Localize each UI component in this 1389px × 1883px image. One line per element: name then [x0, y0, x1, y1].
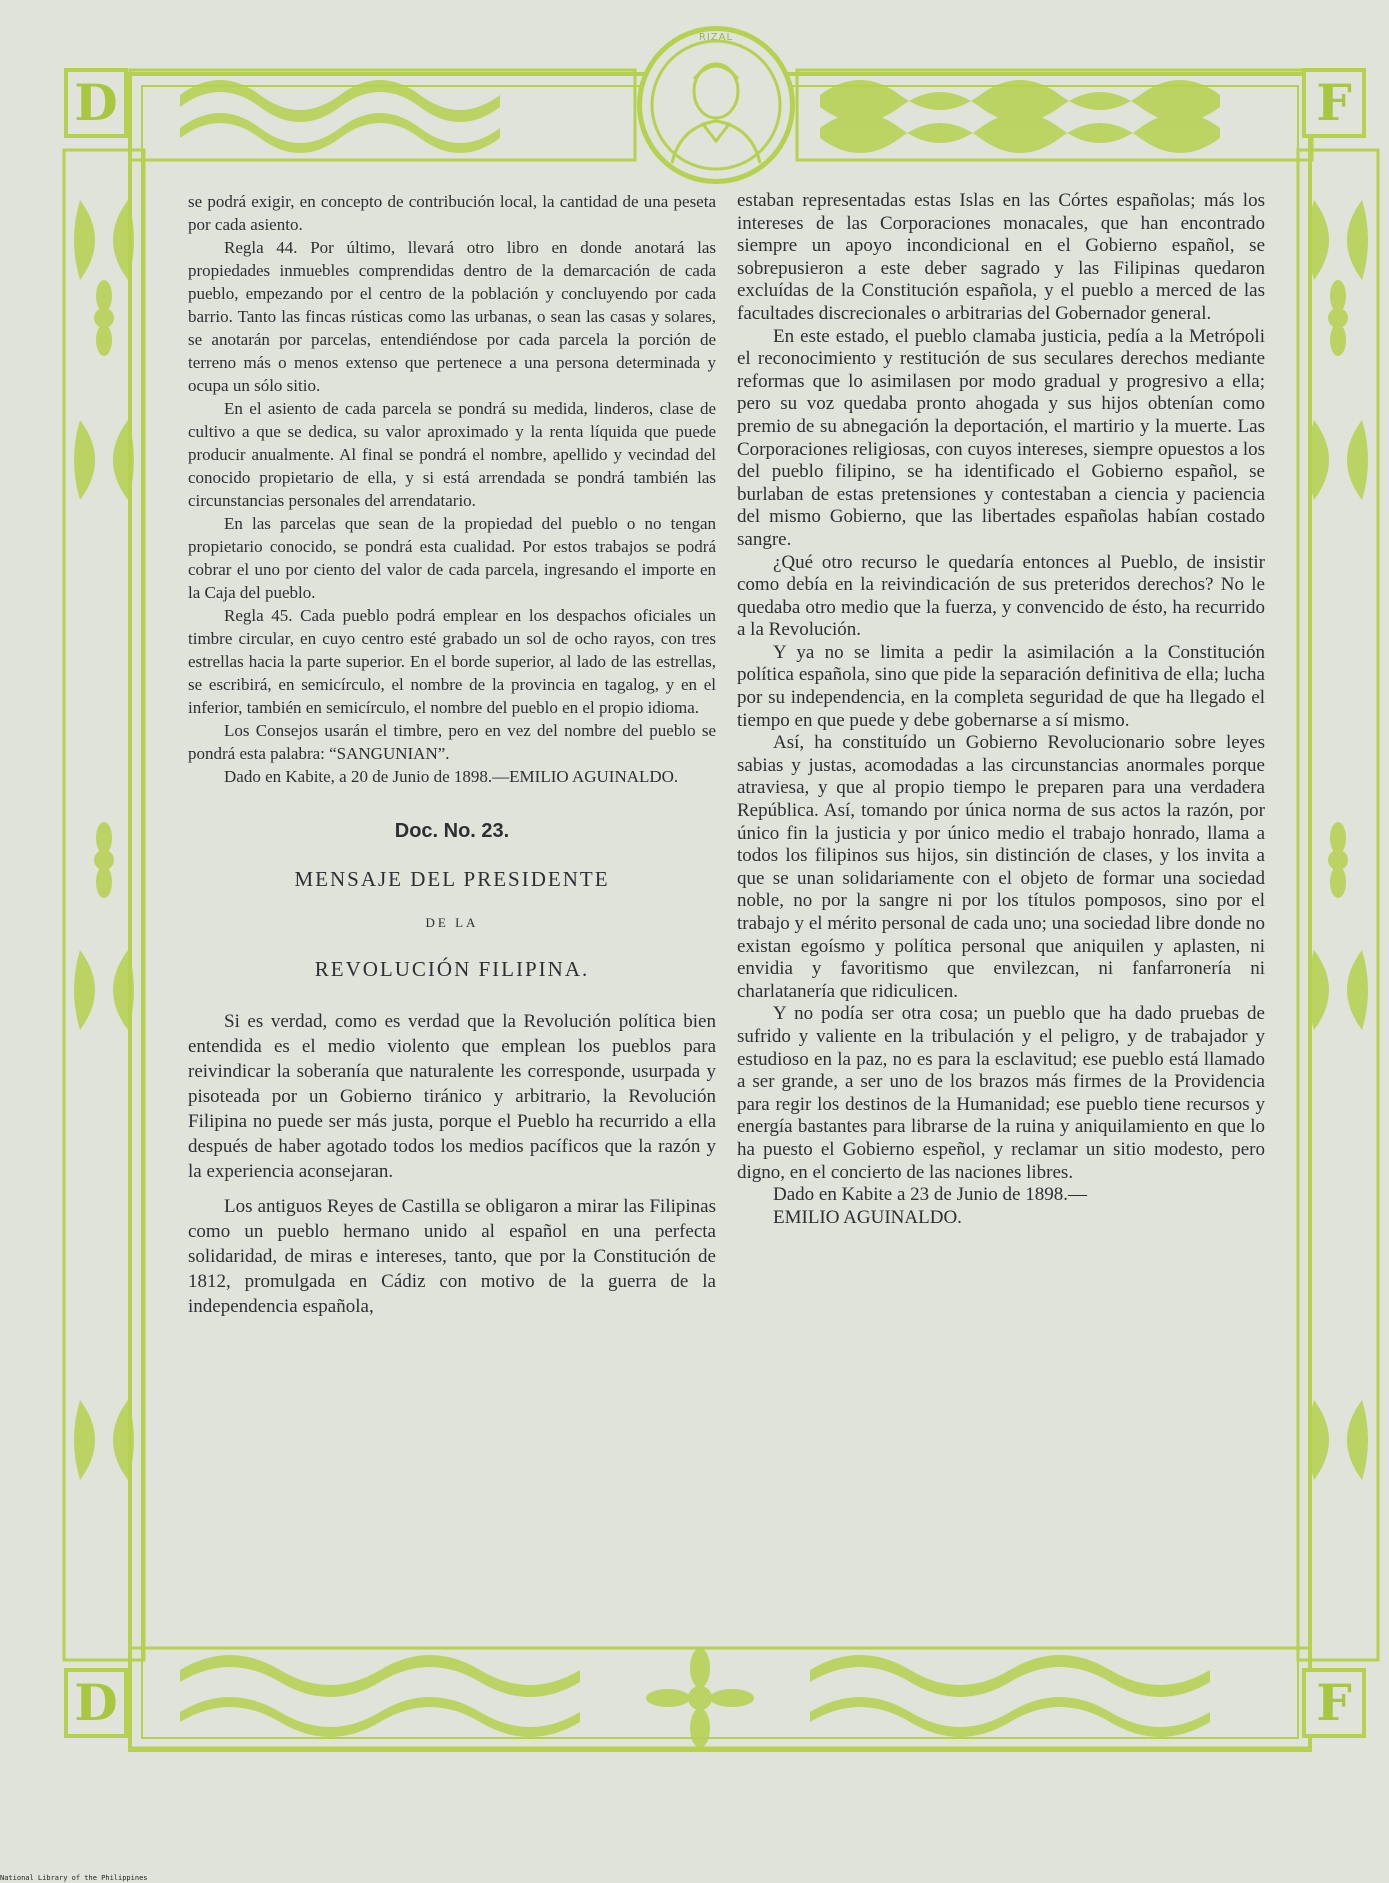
left-paragraph-2: Regla 44. Por último, llevará otro libro en donde anotará las propiedades inmuebles comprendidas dentro de la demarcación de cada pueblo, empezando por el centro de la población y concluyendo por cada barrio. Tanto las fincas rústicas como las urbanas, o sean las casas y solares, se anotarán por parcelas, entendiéndose por cada parcela la porción de terreno más o menos extenso que pertenece a una persona determinada y ocupa un sólo sitio.: [188, 238, 716, 395]
right-paragraph-5: Así, ha constituído un Gobierno Revolucionario sobre leyes sabias y justas, acomodadas a las circunstancias anormales porque atraviesa, y que al propio tiempo le preparen para una verdadera República. Así, tomando por única norma de sus actos la razón, por único fin la justicia y por único medio el trabajo honrado, llama a todos los filipinos sus hijos, sin distinción de clases, y los invita a que se unan solidariamente con el objeto de formar una sociedad noble, no por la sangre ni por los títulos pomposos, sino por el trabajo y el mérito personal de cada uno; una sociedad libre donde no existan egoísmo y política personal que aniquilen y aplasten, ni envidia y favoritismo que envilezcan, ni fanfarronería ni charlatanería que ridiculicen.: [737, 732, 1265, 1002]
corner-letter-bottom-left: D: [64, 1668, 128, 1738]
message-title-line-3: REVOLUCIÓN FILIPINA.: [314, 957, 590, 981]
left-paragraph-5: Regla 45. Cada pueblo podrá emplear en los despachos oficiales un timbre circular, en cuyo centro esté grabado un sol de ocho rayos, con tres estrellas hacia la parte superior. En el borde superior, al lado de las estrellas, se escribirá, en semicírculo, el nombre de la provincia en tagalog, y en el inferior, también en semicírculo, el nombre del pueblo en el propio idioma.: [188, 606, 716, 717]
message-title-line-1: MENSAJE DEL PRESIDENTE: [294, 867, 610, 891]
doc-heading: Doc. No. 23.: [394, 820, 510, 842]
portrait-caption: RIZAL: [698, 32, 734, 43]
right-paragraph-3: ¿Qué otro recurso le quedaría entonces al Pueblo, de insistir como debía en la reivindicación de sus preteridos derechos? No le quedaba otro medio que la fuerza, y convencido de ésto, ha recurrido a la Revolución.: [737, 551, 1265, 641]
signature: EMILIO AGUINALDO.: [773, 1206, 962, 1228]
right-paragraph-6: Y no podía ser otra cosa; un pueblo que ha dado pruebas de sufrido y valiente en la tribulación y el peligro, y de trabajador y estudioso en la paz, no es para la esclavitud; ese pueblo está llamado a ser grande, a ser uno de los brazos más firmes de la Providencia para regir los destinos de la Humanidad; ese pueblo tiene recursos y energía bastantes para librarse de la ruina y aniquilamiento en que lo ha puesto el Gobierno espeñol, y reclamar un sitio modesto, pero digno, en el concierto de las naciones libres.: [737, 1003, 1265, 1183]
left-paragraph-4: En las parcelas que sean de la propiedad del pueblo o no tengan propietario conocido, se pondrá esta cualidad. Por estos trabajos se podrá cobrar el uno por ciento del valor de cada parcela, ingresando el importe en la Caja del pueblo.: [188, 514, 716, 602]
left-paragraph-1: se podrá exigir, en concepto de contribución local, la cantidad de una peseta por cada asiento.: [188, 192, 716, 234]
message-paragraph-2: Los antiguos Reyes de Castilla se obligaron a mirar las Filipinas como un pueblo hermano unido al español en una perfecta solidaridad, de miras e intereses, tanto, que por la Constitución de 1812, promulgada en Cádiz con motivo de la guerra de la independencia española,: [188, 1196, 716, 1317]
left-column: [188, 190, 716, 1319]
message-paragraph-1: Si es verdad, como es verdad que la Revolución política bien entendida es el medio violento que emplean los pueblos para reivindicar la soberanía que naturalente les corresponde, usurpada y pisoteada por un Gobierno tiránico y arbitrario, la Revolución Filipina no puede ser más justa, porque el Pueblo ha recurrido a ella después de haber agotado todos los medios pacíficos que la razón y la experiencia aconsejaran.: [188, 1011, 716, 1182]
left-paragraph-6: Los Consejos usarán el timbre, pero en vez del nombre del pueblo se pondrá esta palabra: “SANGUNIAN”.: [188, 721, 716, 763]
footer-credit: National Library of the Philippines: [0, 1874, 148, 1882]
right-paragraph-1: estaban representadas estas Islas en las Córtes españolas; más los intereses de las Corporaciones monacales, que han encontrado siempre un apoyo incondicional en el Gobierno español, se sobrepusieron a este deber sagrado y las Filipinas quedaron excluídas de la Constitución española, y el pueblo a merced de las facultades discrecionales o arbitrarias del Gobernador general.: [737, 190, 1265, 324]
corner-letter-bottom-right: F: [1302, 1668, 1366, 1738]
corner-letter-top-right: F: [1302, 68, 1366, 138]
right-paragraph-2: En este estado, el pueblo clamaba justicia, pedía a la Metrópoli el reconocimiento y restitución de sus seculares derechos mediante reformas que lo asimilasen por modo gradual y progresivo a ella; pero su voz quedaba pronto ahogada y sus hijos obtenían como premio de su abnegación la deportación, el martirio y la muerte. Las Corporaciones religiosas, con cuyos intereses, siempre opuestos a los del pueblo filipino, se ha identificado el Gobierno español, se burlaban de estas pretensiones y contestaban a ciencia y paciencia del mismo Gobierno, que las libertades españolas habían costado sangre.: [737, 325, 1265, 550]
portrait-figure: [642, 31, 790, 179]
right-paragraph-7: Dado en Kabite a 23 de Junio de 1898.—: [773, 1184, 1087, 1206]
right-column: [737, 190, 1265, 1229]
corner-letter-top-left: D: [64, 68, 128, 138]
left-paragraph-3: En el asiento de cada parcela se pondrá su medida, linderos, clase de cultivo a que se dedica, su valor aproximado y la renta líquida que puede producir anualmente. Al final se pondrá el nombre, apellido y vecindad del conocido propietario de ella, y si está arrendada se pondrá también las circunstancias personales del arrendatario.: [188, 399, 716, 510]
message-title-line-2: DE LA: [425, 915, 479, 930]
left-paragraph-7: Dado en Kabite, a 20 de Junio de 1898.—EMILIO AGUINALDO.: [224, 767, 679, 786]
portrait-medallion: [637, 26, 795, 184]
right-paragraph-4: Y ya no se limita a pedir la asimilación a la Constitución política española, sino que pide la separación definitiva de ella; lucha por su independencia, en la completa seguridad de que ha llegado el tiempo en que puede y debe gobernarse a sí mismo.: [737, 641, 1265, 731]
